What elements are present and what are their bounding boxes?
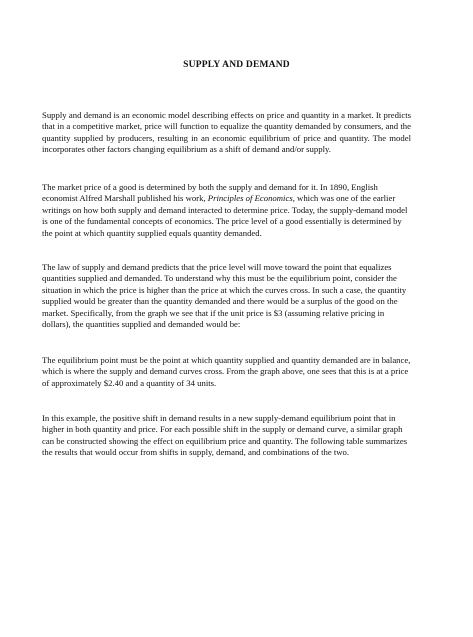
paragraph-market-price-text-start: The market price of a good is determined by both the supply and demand for it. In 1890, English economist Alfred Marshall published his work, xyxy=(42,182,378,204)
paragraph-market-price-text-end: , which was one of the earlier writings on how both supply and demand interacted to determine price. Today, the supply-demand model is one of the fundamental concepts of economics. The price level of a good essentially is determined by the point at which quantity supplied equals quantity demanded. xyxy=(42,193,408,238)
document-title: SUPPLY AND DEMAND xyxy=(183,60,290,70)
paragraph-equilibrium-point: The equilibrium point must be the point at which quantity supplied and quantity demanded are in balance, which is where the supply and demand curves cross. From the graph above, one sees that this is at a price of approximately $2.40 and a quantity of 34 units. xyxy=(42,355,411,388)
paragraph-demand-shift: In this example, the positive shift in demand results in a new supply-demand equilibrium point that in higher in both quantity and price. For each possible shift in the supply or demand curve, a similar graph can be constructed showing the effect on equilibrium price and quantity. The following table summarizes the results that would occur from shifts in supply, demand, and combinations of the two. xyxy=(42,413,408,458)
paragraph-law-of-supply-demand: The law of supply and demand predicts that the price level will move toward the point that equalizes quantities supplied and demanded. To understand why this must be the equilibrium point, consider the situation in which the price is higher than the price at which the curves cross. In such a case, the quantity supplied would be greater than the quantity demanded and there would be a surplus of the good on the market. Specifically, from the graph we see that if the unit price is $3 (assuming relative pricing in dollars), the quantities supplied and demanded would be: xyxy=(42,262,407,330)
book-title: Principles of Economics xyxy=(207,193,293,204)
paragraph-market-price xyxy=(42,182,411,239)
paragraph-intro: Supply and demand is an economic model describing effects on price and quantity in a market. It predicts that in a competitive market, price will function to equalize the quantity demanded by consumers, and the quantity supplied by producers, resulting in an economic equilibrium of price and quantity. The model incorporates other factors changing equilibrium as a shift of demand and/or supply. xyxy=(42,110,411,155)
